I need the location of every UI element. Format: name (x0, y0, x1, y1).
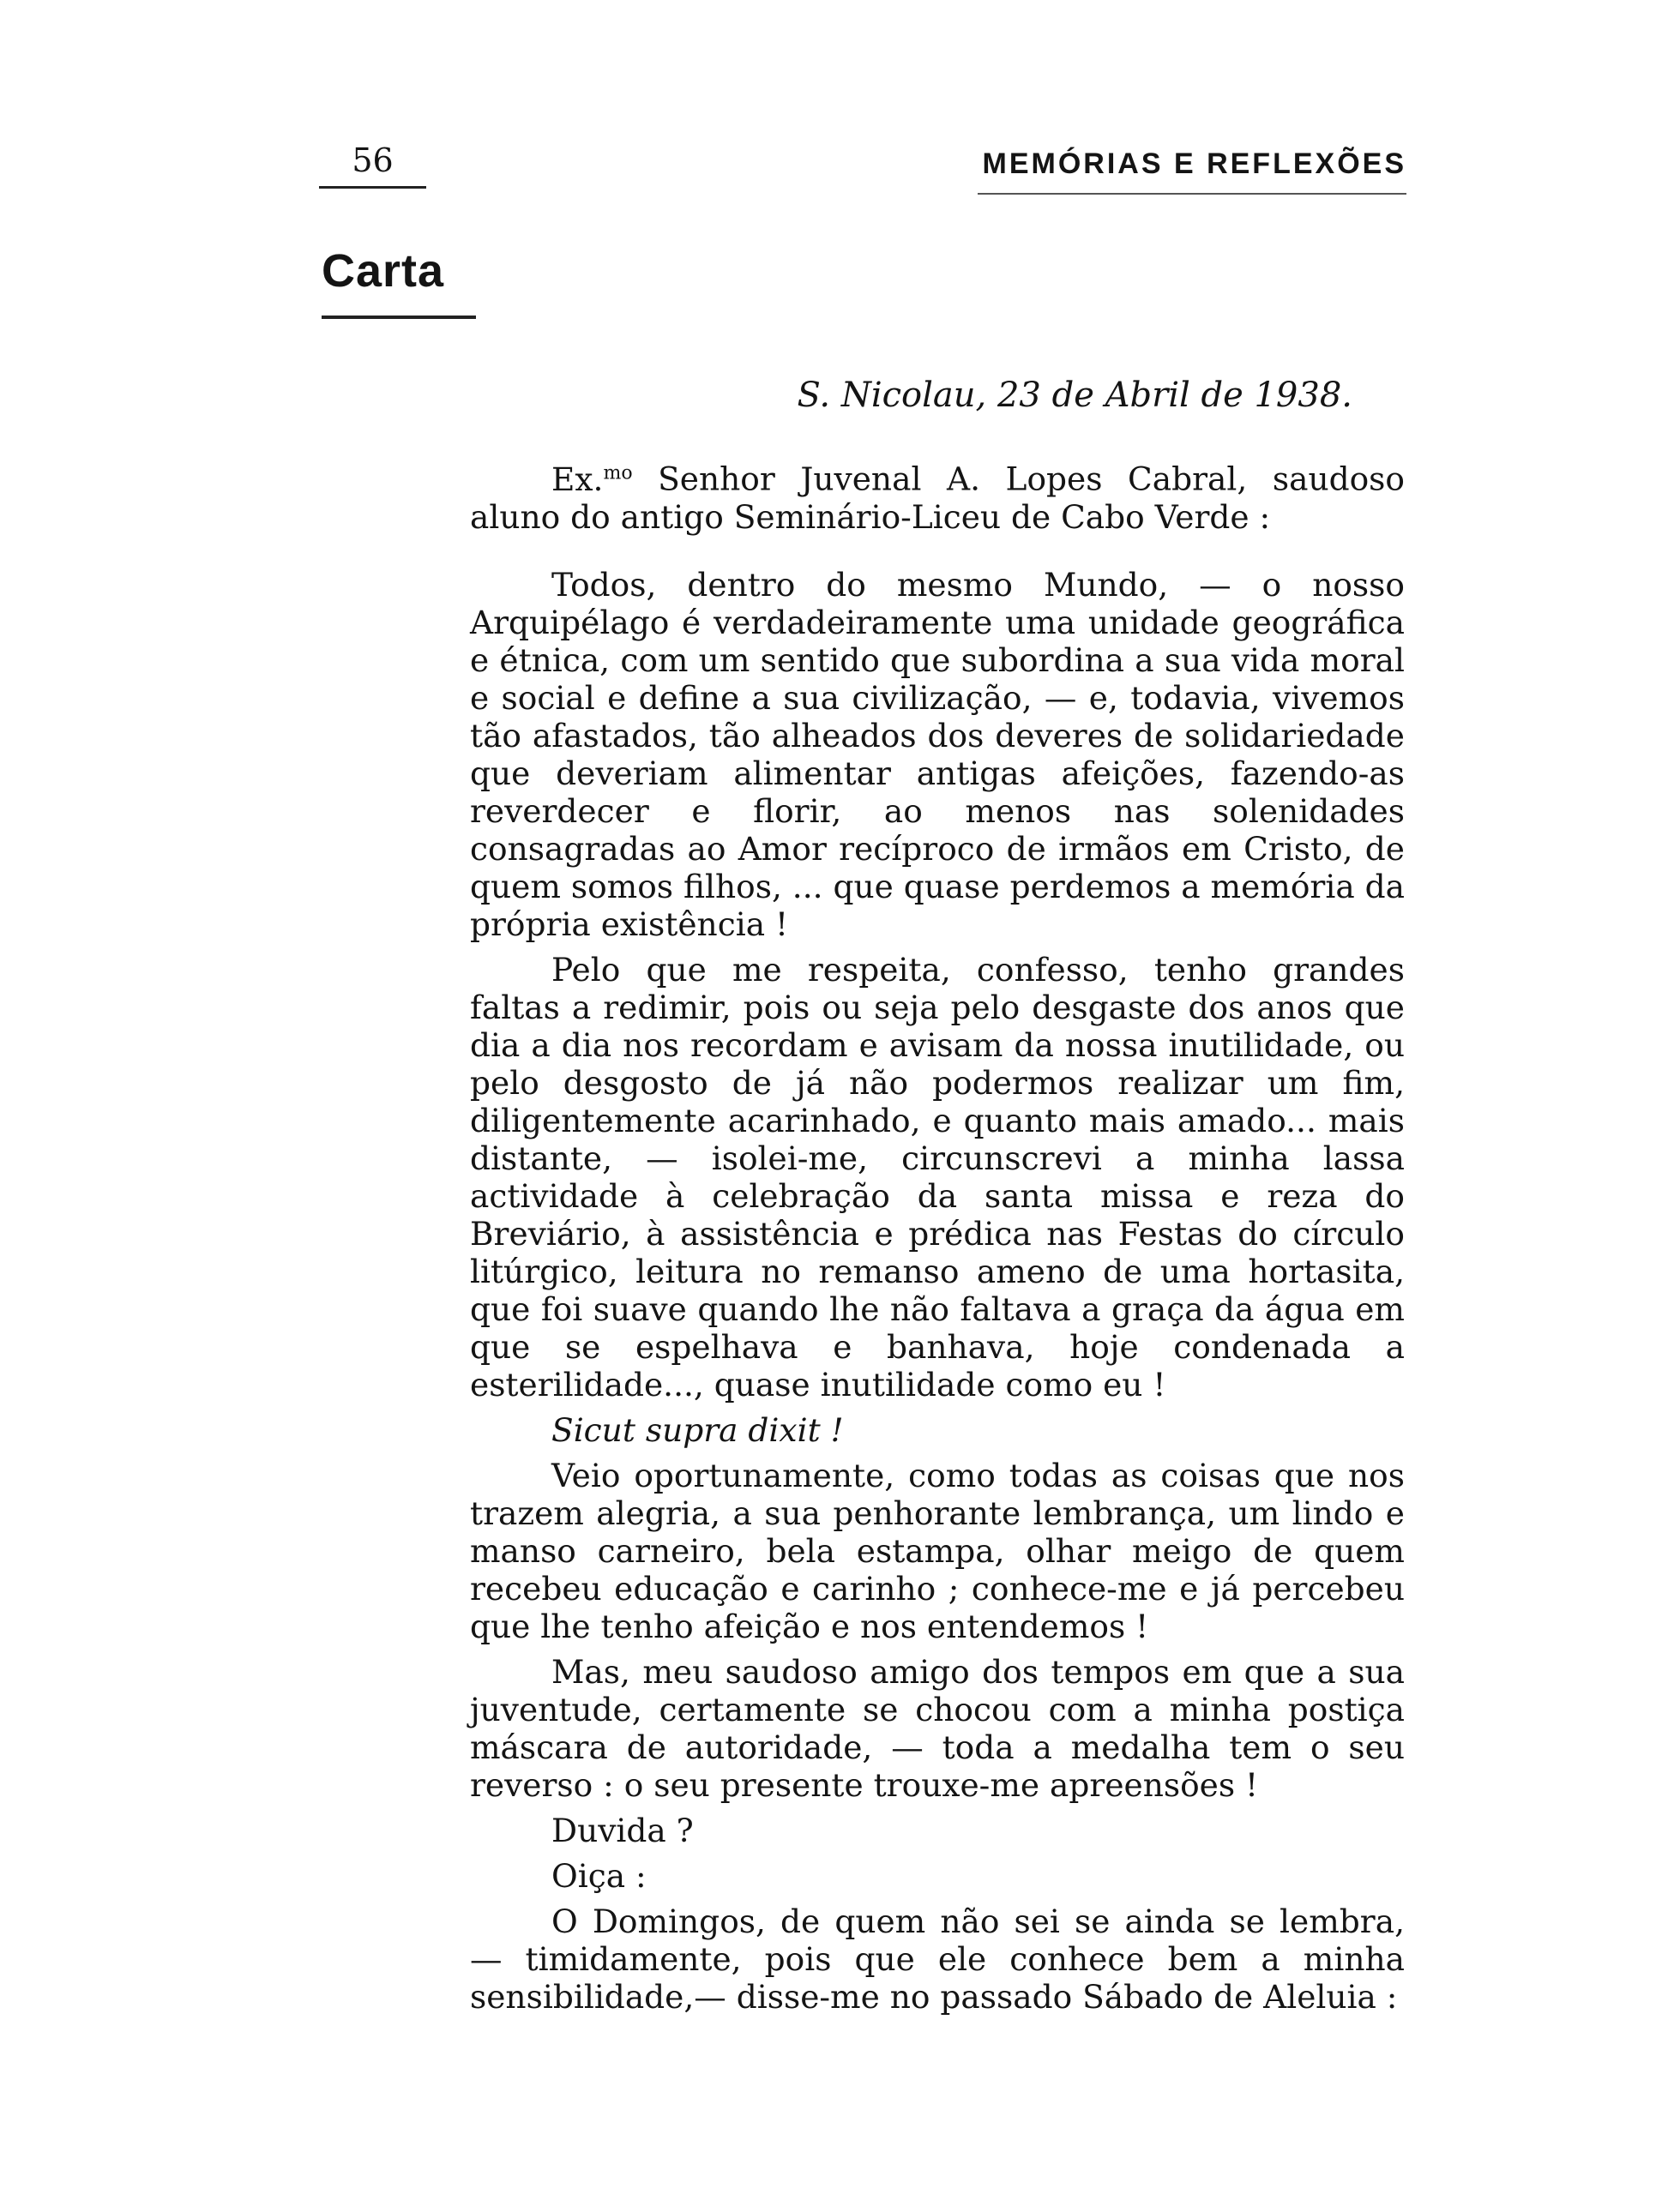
body-paragraph-3: Veio oportunamente, como todas as coisas que nos trazem alegria, a sua penhorante lembrança, um lindo e manso carneiro, bela estampa, olhar meigo de quem recebeu educação e carinho ; conhece-me e já percebeu que lhe tenho afeição e nos entendemos ! (470, 1457, 1405, 1645)
body-paragraph-7: O Domingos, de quem não sei se ainda se lembra, — timidamente, pois que ele conhece bem a minha sensibilidade,— disse-me no passado Sábado de Aleluia : (470, 1902, 1405, 2016)
body-paragraph-1: Todos, dentro do mesmo Mundo, — o nosso Arquipélago é verdadeiramente uma unidade geográfica e étnica, com um sentido que subordina a sua vida moral e social e define a sua civilização, — e, todavia, vivemos tão afastados, tão alheados dos deveres de solidariedade que deveriam alimentar antigas afeições, fazendo-as reverdecer e florir, ao menos nas solenidades consagradas ao Amor recíproco de irmãos em Cristo, de quem somos filhos, ... que quase perdemos a memória da própria existência ! (470, 566, 1405, 943)
salutation-abbreviation (551, 460, 633, 498)
salutation-abbr-text: Ex. (551, 460, 604, 498)
section-title-rule (322, 316, 476, 319)
body-paragraph-6: Oiça : (551, 1857, 647, 1895)
addressee (470, 454, 1405, 536)
running-title: MEMÓRIAS E REFLEXÕES (982, 147, 1406, 180)
section-title: Carta (322, 245, 445, 297)
body-paragraph-4: Mas, meu saudoso amigo dos tempos em que a sua juventude, certamente se chocou com a minha postiça máscara de autoridade, — toda a medalha tem o seu reverso : o seu presente trouxe-me apreensões ! (470, 1653, 1405, 1804)
latin-quote: Sicut supra dixit ! (551, 1411, 844, 1449)
body-paragraph-5: Duvida ? (551, 1812, 694, 1849)
running-title-rule (978, 193, 1406, 195)
addressee-paragraph (470, 454, 1405, 536)
dateline: S. Nicolau, 23 de Abril de 1938. (797, 376, 1352, 415)
addressee-text: Senhor Juvenal A. Lopes Cabral, saudoso aluno do antigo Seminário-Liceu de Cabo Verde : (470, 460, 1405, 536)
letter-body (470, 566, 1405, 2023)
page-number: 56 (319, 141, 426, 189)
body-paragraph-2: Pelo que me respeita, confesso, tenho grandes faltas a redimir, pois ou seja pelo desgaste dos anos que dia a dia nos recordam e avisam da nossa inutilidade, ou pelo desgosto de já não podermos realizar um fim, diligentemente acarinhado, e quanto mais amado... mais distante, — isolei-me, circunscrevi a minha lassa actividade à celebração da santa missa e reza do Breviário, à assistência e prédica nas Festas do círculo litúrgico, leitura no remanso ameno de uma hortasita, que foi suave quando lhe não faltava a graça da água em que se espelhava e banhava, hoje condenada a esterilidade..., quase inutilidade como eu ! (470, 951, 1405, 1404)
salutation-abbr-superscript: mo (603, 462, 633, 484)
